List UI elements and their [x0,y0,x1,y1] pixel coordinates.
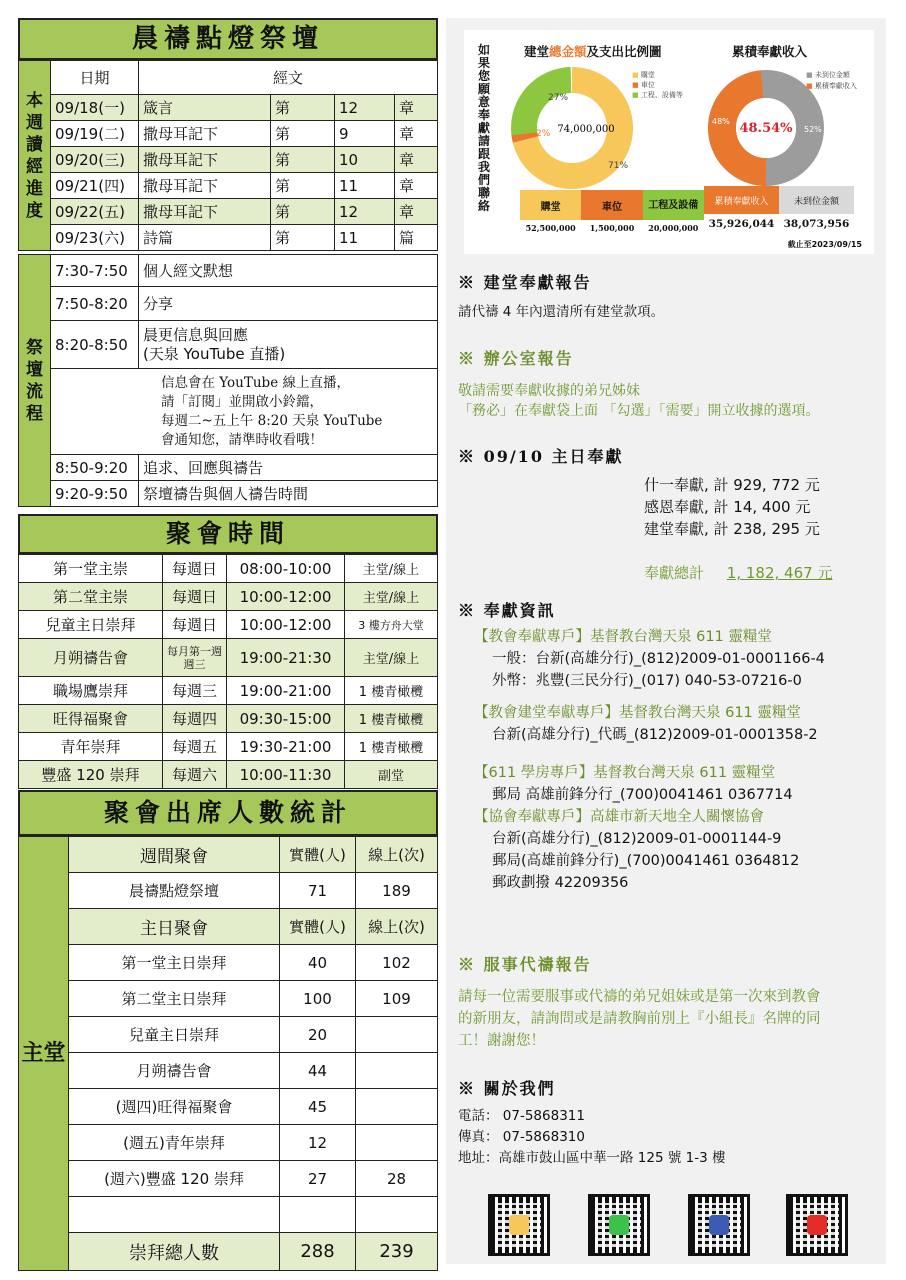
building-report-title: ※ 建堂奉獻報告 [458,273,592,292]
reading-row: 09/22(五) 撒母耳記下 第 12 章 [19,199,438,225]
account-info: 【教會奉獻專戶】基督教台灣天泉 611 靈糧堂 一般：台新(高雄分行)_(812)2009-01-0001166-4 外幣：兆豐(三民分行)_(017) 040-53-07216-0 【教會建堂奉獻專戶】基督教台灣天泉 611 靈糧堂 台新(高雄分行)_代碼_(812)2009-01-0001358-2 【611 學房專戶】基督教台灣天泉 611 靈糧堂 郵局 高雄前鋒分行_(700)0041461 0367714 【協會奉獻專戶】高雄市新天地全人關懷協會 台新(高雄分行)_(812)2009-01-0001144-9 郵局(高雄前鋒分行)_(700)0041461 0364812 郵政劃撥 42209356 [474,629,825,891]
meeting-row: 職場鷹崇拜 每週三 19:00-21:00 1 樓青橄欖 [19,677,438,705]
flow-table: 祭壇流程 7:30-7:50 個人經文默想 7:50-8:20 分享 8:20-8:50 晨更信息與回應 (天泉 YouTube 直播) 信息會在 YouTube 線上直播， 請「訂閱」並開啟小鈴鐺， 每週二~五上午 8:20 天泉 YouTube 會通知您，請準時收看哦！ 8:50-9:20 追求、回應與禱告 9:20-9:50 祭壇禱告與個人禱告時間 [18,254,438,507]
attendance-row [19,1197,438,1233]
pie2-label-48: 48% [712,117,730,126]
pie1-title: 建堂總金額及支出比例圖 [524,44,662,59]
flow-side-label: 祭壇流程 [19,255,51,507]
attendance-row: (週四)旺得福聚會 45 [19,1089,438,1125]
reading-table [18,60,438,251]
reading-row: 09/20(三) 撒母耳記下 第 10 章 [19,147,438,173]
pie1-label-2: 2% [536,129,551,139]
youtube-icon [807,1215,827,1235]
reading-row: 09/21(四) 撒母耳記下 第 11 章 [19,173,438,199]
attendance-row: 月朔禱告會 44 [19,1053,438,1089]
offering-total: 奉獻總計 1, 182, 467 元 [644,564,833,582]
qr-code-facebook[interactable] [688,1194,750,1256]
meeting-times-table [18,554,438,789]
meeting-row: 青年崇拜 每週五 19:30-21:00 1 樓青橄欖 [19,733,438,761]
attendance-side-label: 主堂 [19,837,69,1271]
reading-side-label: 本週讀經進度 [19,61,51,251]
youtube-notice: 信息會在 YouTube 線上直播， 請「訂閱」並開啟小鈴鐺， 每週二~五上午 8:20 天泉 YouTube 會通知您，請準時收看哦！ [51,369,438,455]
meeting-row: 第二堂主崇 每週日 10:00-12:00 主堂/線上 [19,583,438,611]
pie1-columns: 購堂 車位 工程及設備 [520,190,704,220]
attendance-row: 晨禱點燈祭壇 71 189 [19,873,438,909]
pie1-label-27: 27% [548,93,569,103]
line-icon [609,1215,629,1235]
col-scripture: 經文 [139,61,438,95]
meeting-row: 旺得福聚會 每週四 09:30-15:00 1 樓青橄欖 [19,705,438,733]
pie2-label-52: 52% [804,125,822,134]
pie2-columns: 累積奉獻收入 未到位金額 [704,186,854,214]
pie2-title: 累積奉獻收入 [732,44,808,59]
pie1-values: 52,500,000 1,500,000 20,000,000 [525,223,699,233]
about-us-title: ※ 關於我們 [458,1079,556,1098]
qr-code-line[interactable] [588,1194,650,1256]
meeting-row: 豐盛 120 崇拜 每週六 10:00-11:30 副堂 [19,761,438,789]
offering-list: 什一奉獻, 計 929, 772 元 感恩奉獻, 計 14, 400 元 建堂奉獻, 計 238, 295 元 [644,476,820,538]
contact-vertical-text: 如果您願意奉獻請跟我們聯絡 [478,43,491,213]
pie2-legend: ■ 未到位金額 ■ 累積奉獻收入 [806,71,857,90]
service-report-title: ※ 服事代禱報告 [458,955,592,974]
sunday-offering-title: ※ 09/10 主日奉獻 [458,447,624,466]
meeting-row: 兒童主日崇拜 每週日 10:00-12:00 3 樓方舟大堂 [19,611,438,639]
reading-row: 09/18(一) 箴言 第 12 章 [19,95,438,121]
charts-panel [464,30,874,254]
office-report-body-1: 敬請需要奉獻收據的弟兄姊妹 [458,383,640,399]
contact-info: 電話： 07-5868311 傳真： 07-5868310 地址：高雄市鼓山區中華一路 125 號 1-3 樓 [458,1108,726,1166]
attendance-row: 兒童主日崇拜 20 [19,1017,438,1053]
attendance-row: (週五)青年崇拜 12 [19,1125,438,1161]
qr-code-youtube[interactable] [786,1194,848,1256]
pie2-values: 35,926,044 38,073,956 [708,218,850,230]
col-date: 日期 [51,61,139,95]
meeting-row: 月朔禱告會 每月第一週週三 19:00-21:30 主堂/線上 [19,639,438,677]
pie1-label-71: 71% [608,161,629,171]
reading-row: 09/23(六) 詩篇 第 11 篇 [19,225,438,251]
qr-code-website[interactable] [488,1194,550,1256]
asof-text: 截止至2023/09/15 [787,240,862,249]
offering-info-title: ※ 奉獻資訊 [458,601,556,620]
meeting-times-banner: 聚會時間 [18,514,438,554]
attendance-row: 第二堂主日崇拜 100 109 [19,981,438,1017]
pie1-center: 74,000,000 [557,124,615,135]
building-report-body: 請代禱 4 年內還清所有建堂款項。 [458,304,665,320]
pie2-center: 48.54% [739,121,793,136]
pie1-legend: ■ 購堂 ■ 車位 ■ 工程、設備等 [632,71,683,99]
attendance-row: 第一堂主日崇拜 40 102 [19,945,438,981]
facebook-icon [709,1215,729,1235]
attendance-total-row: 崇拜總人數 288 239 [19,1233,438,1271]
morning-altar-banner: 晨禱點燈祭壇 [18,18,438,60]
attendance-banner: 聚會出席人數統計 [18,790,438,836]
attendance-table: 主堂 週間聚會 實體(人) 線上(次) 晨禱點燈祭壇 71 189 主日聚會 實體(人) 線上(次) 第一堂主日崇拜 40 102 第二堂主日崇拜 100 109 兒童主日崇拜 20 月朔禱告會 44 (週四)旺得福聚會 45 (週五)青年崇拜 12 (週六)豐盛 120 崇拜 27 28 崇拜總人數 288 239 [18,836,438,1271]
office-report-body-2: 「務必」在奉獻袋上面 「勾選」「需要」開立收據的選項。 [458,403,820,419]
attendance-row: (週六)豐盛 120 崇拜 27 28 [19,1161,438,1197]
reading-row: 09/19(二) 撒母耳記下 第 9 章 [19,121,438,147]
service-report-body: 請每一位需要服事或代禱的弟兄姐妹或是第一次來到教會 的新朋友，請詢問或是請教胸前別上『小組長』名牌的同 工！謝謝您！ [458,989,821,1049]
meeting-row: 第一堂主崇 每週日 08:00-10:00 主堂/線上 [19,555,438,583]
office-report-title: ※ 辦公室報告 [458,349,574,368]
